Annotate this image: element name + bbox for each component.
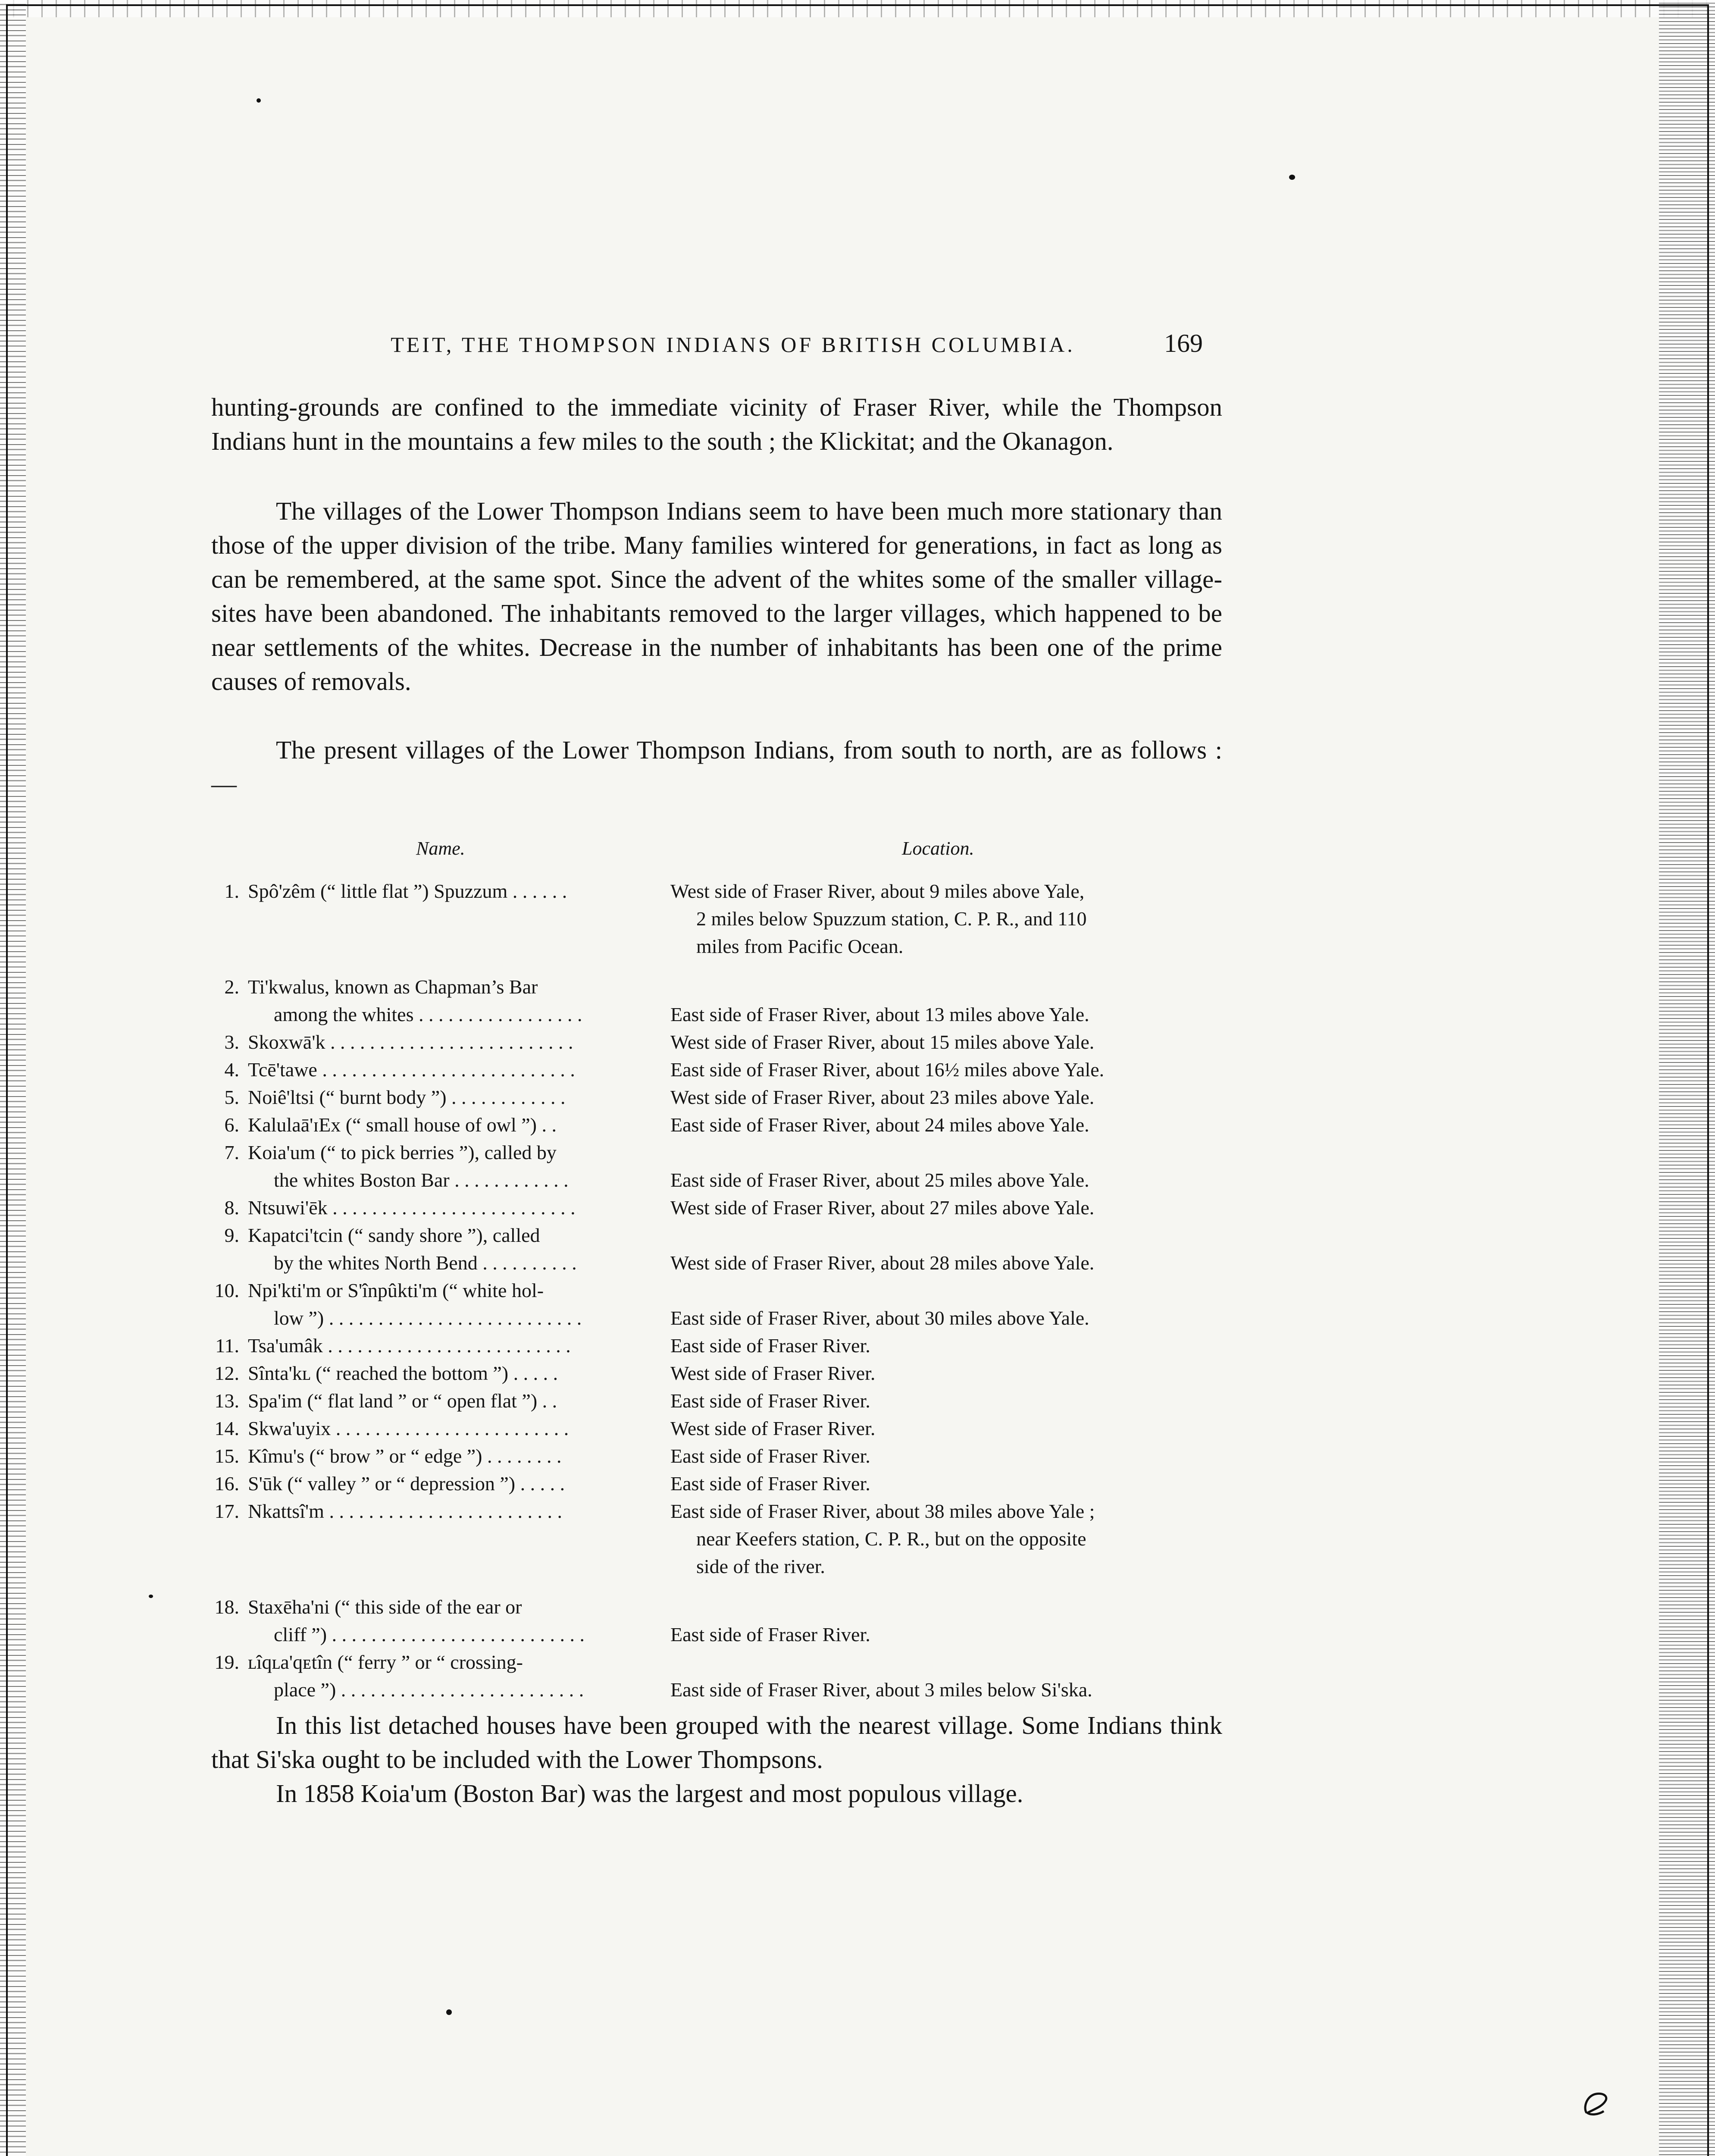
row-number: 3.: [224, 1031, 239, 1053]
village-name: [248, 1442, 645, 1470]
scan-speck: [257, 98, 261, 103]
village-location-line: [670, 1593, 1218, 1621]
village-name: [248, 1139, 645, 1194]
village-name-line: Tcē'tawe . . . . . . . . . . . . . . . . . . . . . . . . . .: [248, 1059, 575, 1081]
village-location: [670, 1139, 1218, 1194]
closing-paragraph-2: In 1858 Koia'um (Boston Bar) was the largest and most populous village.: [276, 1779, 1023, 1808]
paragraph-2: The villages of the Lower Thompson Indians seem to have been much more stationary than those of the upper division of the tribe. Many families wintered for generations, in fact as long as can be remembered, at the same spot. Since the advent of the whites some of the smaller village-sites have been abandoned. The inhabitants removed to the larger villages, which happened to be near settlements of the whites. Decrease in the number of inhabitants has been one of the prime causes of removals.: [211, 497, 1222, 696]
scan-speck: [446, 2009, 452, 2015]
village-location-line: East side of Fraser River, about 24 miles above Yale.: [670, 1114, 1089, 1136]
village-name-line: Kalulaā'ɪEx (“ small house of owl ”) . .: [248, 1114, 557, 1136]
village-location: [670, 1648, 1218, 1704]
row-number: 8.: [224, 1197, 239, 1219]
village-name: [248, 1028, 645, 1056]
village-location-line: [670, 973, 1218, 1001]
page-number: 169: [1164, 329, 1203, 357]
village-location-line: miles from Pacific Ocean.: [696, 935, 904, 957]
row-number: 10.: [214, 1279, 239, 1301]
paragraph-3: The present villages of the Lower Thompson Indians, from south to north, are as follows : —: [211, 736, 1222, 798]
village-location-line: near Keefers station, C. P. R., but on the opposite: [696, 1528, 1086, 1550]
row-number: 2.: [224, 976, 239, 998]
row-number: 18.: [214, 1596, 239, 1618]
row-number: 4.: [224, 1059, 239, 1081]
village-location: [670, 973, 1218, 1028]
village-location-line: East side of Fraser River, about 25 miles above Yale.: [670, 1169, 1089, 1191]
row-number: 14.: [214, 1417, 239, 1439]
row-number: 11.: [215, 1335, 239, 1357]
village-name-line: Skoxwā'k . . . . . . . . . . . . . . . . . . . . . . . . .: [248, 1031, 573, 1053]
village-name-line: Skwa'uyix . . . . . . . . . . . . . . . . . . . . . . . .: [248, 1417, 569, 1439]
village-name: [248, 1648, 645, 1704]
village-name-line: Ti'kwalus, known as Chapman’s Bar: [248, 976, 538, 998]
village-location: [670, 1222, 1218, 1277]
village-location-line: East side of Fraser River.: [670, 1473, 870, 1495]
row-number: 16.: [214, 1473, 239, 1495]
village-name-line: cliff ”) . . . . . . . . . . . . . . . . . . . . . . . . . .: [274, 1623, 585, 1645]
row-number: 1.: [224, 880, 239, 902]
row-number: 7.: [224, 1141, 239, 1163]
village-name-line: Noiê'ltsi (“ burnt body ”) . . . . . . . . . . . .: [248, 1086, 566, 1108]
village-location-line: West side of Fraser River, about 9 miles above Yale,: [670, 880, 1085, 902]
row-number: 5.: [224, 1086, 239, 1108]
village-location: [670, 1442, 1218, 1470]
column-header-location: Location.: [902, 838, 974, 859]
village-location: [670, 1028, 1218, 1056]
village-location-line: East side of Fraser River, about 16½ miles above Yale.: [670, 1059, 1105, 1081]
closing-paragraph-1: In this list detached houses have been grouped with the nearest village. Some Indians think that Si'ska ought to be included with the Lower Thompsons.: [211, 1711, 1222, 1774]
village-name: [248, 1084, 645, 1111]
village-name: [248, 1056, 645, 1084]
column-header-name: Name.: [416, 838, 465, 859]
village-location-line: East side of Fraser River.: [670, 1623, 870, 1645]
village-name-line: Nkattsî'm . . . . . . . . . . . . . . . . . . . . . . . .: [248, 1500, 562, 1522]
village-name: [248, 973, 645, 1028]
village-name-line: Kapatci'tcin (“ sandy shore ”), called: [248, 1224, 540, 1246]
village-name-line: place ”) . . . . . . . . . . . . . . . . . . . . . . . . .: [274, 1679, 584, 1701]
village-name-line: the whites Boston Bar . . . . . . . . . . . .: [274, 1169, 569, 1191]
village-name: [248, 1415, 645, 1442]
row-number: 6.: [224, 1114, 239, 1136]
village-location: [670, 1387, 1218, 1415]
village-name-line: Kîmu's (“ brow ” or “ edge ”) . . . . . . . .: [248, 1445, 562, 1467]
village-name-line: low ”) . . . . . . . . . . . . . . . . . . . . . . . . . .: [274, 1307, 582, 1329]
village-name: [248, 1194, 645, 1222]
scan-speck: [1289, 175, 1295, 180]
village-location-line: [670, 1222, 1218, 1249]
village-name-line: ʟîqʟa'qᴇtîn (“ ferry ” or “ crossing-: [248, 1651, 523, 1673]
village-name: [248, 1111, 645, 1139]
village-name: [248, 1387, 645, 1415]
village-location: [670, 1360, 1218, 1387]
village-name-line: Staxēha'ni (“ this side of the ear or: [248, 1596, 522, 1618]
village-location-line: East side of Fraser River.: [670, 1335, 870, 1357]
village-name-line: Tsa'umâk . . . . . . . . . . . . . . . . . . . . . . . . .: [248, 1335, 571, 1357]
row-number: 17.: [214, 1500, 239, 1522]
paragraph-1: hunting-grounds are confined to the immediate vicinity of Fraser River, while the Thompson Indians hunt in the mountains a few miles to the south ; the Klickitat; and the Okanagon.: [211, 393, 1222, 455]
village-name-line: S'ūk (“ valley ” or “ depression ”) . . . . .: [248, 1473, 565, 1495]
village-name-line: Sînta'kʟ (“ reached the bottom ”) . . . . .: [248, 1362, 558, 1384]
village-location: [670, 1470, 1218, 1498]
village-location: [670, 1498, 1218, 1580]
village-location-line: West side of Fraser River, about 23 miles above Yale.: [670, 1086, 1095, 1108]
village-name-line: Ntsuwi'ēk . . . . . . . . . . . . . . . . . . . . . . . . .: [248, 1197, 576, 1219]
village-location: [670, 1194, 1218, 1222]
row-number: 9.: [224, 1224, 239, 1246]
village-name: [248, 1593, 645, 1648]
village-location-line: [670, 1648, 1218, 1676]
village-location-line: East side of Fraser River.: [670, 1390, 870, 1412]
village-location: [670, 1111, 1218, 1139]
village-name: [248, 1332, 645, 1360]
village-location: [670, 1056, 1218, 1084]
village-name: [248, 1470, 645, 1498]
village-name: [248, 1222, 645, 1277]
row-number: 13.: [214, 1390, 239, 1412]
village-location: [670, 1277, 1218, 1332]
village-location-line: East side of Fraser River.: [670, 1445, 870, 1467]
village-location-line: East side of Fraser River, about 3 miles below Si'ska.: [670, 1679, 1092, 1701]
village-location-line: West side of Fraser River, about 27 miles above Yale.: [670, 1197, 1095, 1219]
village-location-line: East side of Fraser River, about 30 miles above Yale.: [670, 1307, 1089, 1329]
village-location: [670, 877, 1218, 960]
village-name-line: among the whites . . . . . . . . . . . . . . . . .: [274, 1003, 582, 1025]
village-location: [670, 1415, 1218, 1442]
village-name-line: Koia'um (“ to pick berries ”), called by: [248, 1141, 557, 1163]
village-location-line: West side of Fraser River, about 28 miles above Yale.: [670, 1252, 1095, 1274]
pencil-mark: [1581, 2090, 1612, 2118]
village-name-line: Npi'kti'm or S'înpûkti'm (“ white hol-: [248, 1279, 544, 1301]
row-number: 19.: [214, 1651, 239, 1673]
closing-text: [211, 1708, 1222, 1811]
village-location-line: West side of Fraser River, about 15 miles above Yale.: [670, 1031, 1095, 1053]
village-location-line: West side of Fraser River.: [670, 1362, 876, 1384]
row-number: 12.: [214, 1362, 239, 1384]
village-location: [670, 1084, 1218, 1111]
village-name: [248, 1277, 645, 1332]
village-name-line: Spô'zêm (“ little flat ”) Spuzzum . . . . . .: [248, 880, 567, 902]
village-location-line: East side of Fraser River, about 13 miles above Yale.: [670, 1003, 1089, 1025]
village-location-line: 2 miles below Spuzzum station, C. P. R., and 110: [696, 908, 1087, 930]
village-location-line: [670, 1139, 1218, 1166]
village-location-line: side of the river.: [696, 1555, 825, 1577]
village-location-line: West side of Fraser River.: [670, 1417, 876, 1439]
scan-speck: [149, 1595, 153, 1598]
village-name: [248, 1360, 645, 1387]
village-name: [248, 877, 645, 905]
village-name: [248, 1498, 645, 1525]
row-number: 15.: [214, 1445, 239, 1467]
village-location-line: [670, 1277, 1218, 1304]
village-location: [670, 1332, 1218, 1360]
village-name-line: Spa'im (“ flat land ” or “ open flat ”) . .: [248, 1390, 557, 1412]
village-name-line: by the whites North Bend . . . . . . . . . .: [274, 1252, 577, 1274]
village-location: [670, 1593, 1218, 1648]
village-location-line: East side of Fraser River, about 38 miles above Yale ;: [670, 1500, 1095, 1522]
running-head: TEIT, THE THOMPSON INDIANS OF BRITISH COLUMBIA.: [391, 332, 1075, 357]
